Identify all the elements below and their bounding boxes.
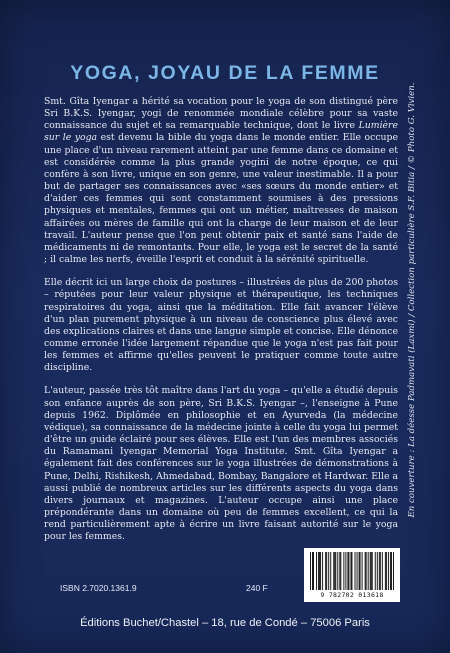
barcode-bars — [310, 552, 394, 590]
publisher-address: Éditions Buchet/Chastel – 18, rue de Condé – 75006 Paris — [80, 617, 370, 629]
barcode-digits: 9 782702 013618 — [320, 591, 384, 599]
blurb — [44, 96, 398, 554]
blurb-paragraph-2: Elle décrit ici un large choix de postures – illustrées de plus de 200 photos – réputées pour leur valeur physique et thérapeutique, les techniques respiratoires du yoga, ainsi que la méditation. Elle fait avancer l'élève d'un plan purement physique à un niveau de conscience plus élevé avec des explications claires et dans une langue simple et concise. Elle dénonce comme erronée l'idée largement répandue que le yoga n'est pas fait pour les femmes et affirme qu'elles peuvent le pratiquer comme toute autre discipline. — [44, 277, 398, 374]
price: 240 F — [246, 583, 268, 593]
book-title: YOGA, JOYAU DE LA FEMME — [70, 62, 380, 84]
cover-credit-text: En couverture : La déesse Padmavati (Laxmi) / Collection particulière S.F. Bitia / © Photo G. Vivien. — [407, 82, 417, 518]
barcode — [304, 548, 400, 602]
book-reference-italic: Lumière sur le yoga — [44, 120, 398, 144]
paragraph-1-intro: Smt. Gîta Iyengar a hérité sa vocation pour le yoga de son distingué père Sri B.K.S. Iyengar, yogi de renommée mondiale célèbre pour sa vaste connaissance du sujet et sa remarquable technique, dont le livre — [44, 96, 398, 132]
blurb-paragraph-3: L'auteur, passée très tôt maître dans l'art du yoga – qu'elle a étudié depuis son enfance auprès de son père, Sri B.K.S. Iyengar –, l'enseigne à Pune depuis 1962. Diplômée en philosophie et en Ayurveda (la médecine védique), sa connaissance de la médecine jointe à celle du yoga lui permet d'être un guide éclairé pour ses élèves. Elle est l'un des membres associés du Ramamani Iyengar Memorial Yoga Institute. Smt. Gîta Iyengar a également fait des conférences sur le yoga illustrées de démonstrations à Pune, Delhi, Rishikesh, Ahmedabad, Bombay, Bangalore et Hardwar. Elle a aussi publié de nombreux articles sur les différents aspects du yoga dans divers journaux et magazines. L'auteur occupe ainsi une place prépondérante dans un domaine où peu de femmes excellent, ce qui la rend particulièrement apte à écrire un livre faisant autorité sur le yoga pour les femmes. — [44, 385, 398, 543]
paragraph-1-rest: est devenu la bible du yoga dans le monde entier. Elle occupe une place d'un niveau rarement atteint par une femme dans ce domaine et est considérée comme la plus grande yogini de notre époque, ce qui confère à son livre, unique en son genre, une valeur inestimable. Il a pour but de partager ses connaissances avec «ses sœurs du monde entier» et d'aider ces femmes qui sont constamment soumises à des pressions physiques et mentales, femmes qui ont un métier, maîtresses de maison affairées ou mères de famille qui ont la charge de leur maison et de leur travail. L'auteur pense que l'on peut obtenir paix et santé sans l'aide de médicaments ni de remontants. Pour elle, le yoga est le secret de la santé ; il calme les nerfs, éveille l'esprit et conduit à la sérénité spirituelle. — [44, 132, 398, 266]
blurb-paragraph-1 — [44, 96, 398, 266]
isbn: ISBN 2.7020.1361.9 — [60, 583, 137, 593]
